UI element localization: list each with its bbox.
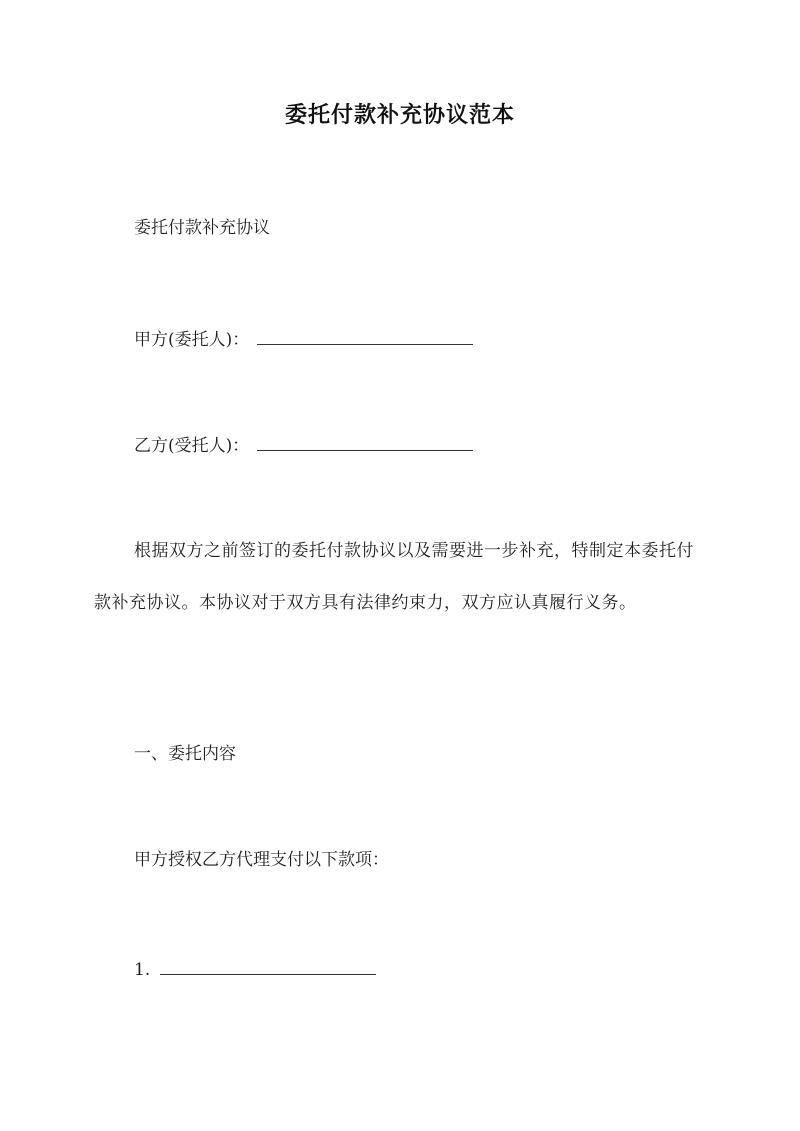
party-b-line [134, 432, 473, 458]
party-b-blank [257, 432, 473, 451]
section-1-text: 甲方授权乙方代理支付以下款项： [134, 850, 389, 870]
document-title: 委托付款补充协议范本 [284, 102, 515, 128]
intro-paragraph: 根据双方之前签订的委托付款协议以及需要进一步补充，特制定本委托付款补充协议。本协议对于双方具有法律约束力，双方应认真履行义务。 [94, 541, 694, 613]
party-a-blank [257, 326, 473, 345]
item-1-line [134, 956, 376, 982]
party-b-label: 乙方(受托人)： [134, 436, 250, 456]
item-1-blank [160, 956, 376, 975]
agreement-subtitle: 委托付款补充协议 [134, 218, 270, 238]
party-a-label: 甲方(委托人)： [134, 330, 250, 350]
party-a-line [134, 326, 473, 352]
item-1-number: 1. [134, 960, 151, 980]
section-1-heading: 一、委托内容 [134, 744, 236, 764]
